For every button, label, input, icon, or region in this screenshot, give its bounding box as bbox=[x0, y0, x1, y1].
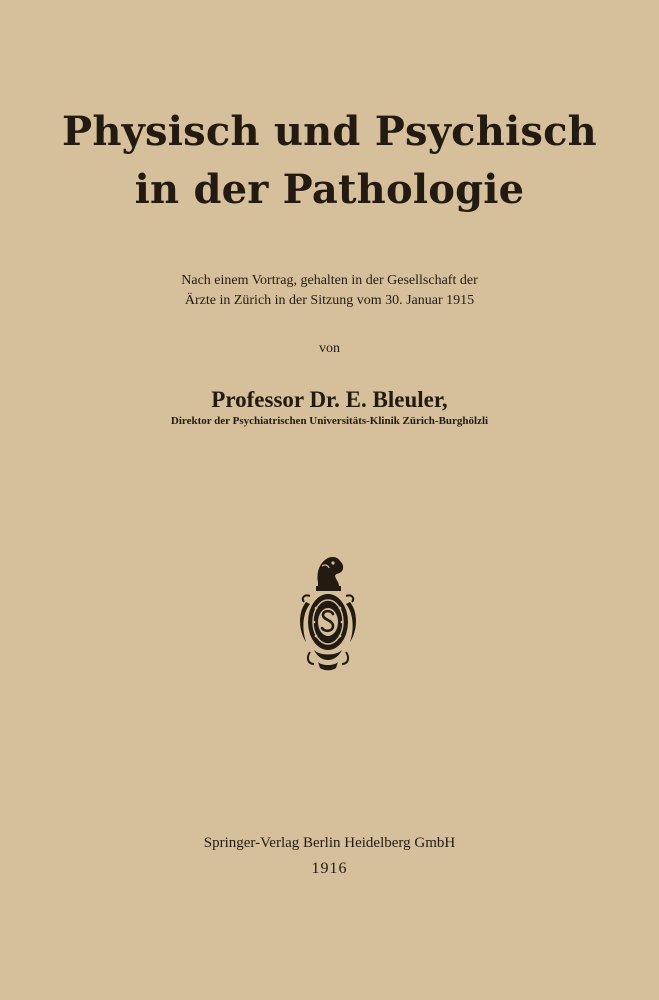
springer-chess-knight-emblem-icon bbox=[292, 552, 364, 678]
author-affiliation: Direktor der Psychiatrischen Universitäts-Klinik Zürich-Burghölzli bbox=[170, 415, 489, 427]
publisher-name: Springer-Verlag Berlin Heidelberg GmbH bbox=[203, 835, 456, 851]
title-line-1: Physisch und Psychisch bbox=[62, 108, 597, 155]
subtitle-line-1: Nach einem Vortrag, gehalten in der Gesellschaft der bbox=[181, 273, 478, 288]
subtitle-line-2: Ärzte in Zürich in der Sitzung vom 30. Januar 1915 bbox=[184, 293, 475, 308]
by-label: von bbox=[319, 341, 340, 356]
publication-year: 1916 bbox=[311, 860, 348, 877]
title-line-2: in der Pathologie bbox=[134, 166, 525, 213]
author-name: Professor Dr. E. Bleuler, bbox=[211, 387, 448, 412]
